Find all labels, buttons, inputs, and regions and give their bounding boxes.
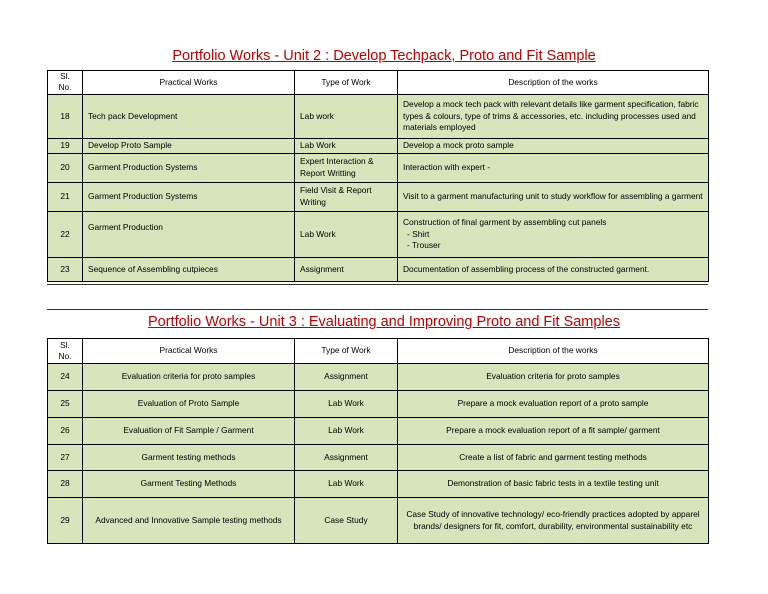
type-of-work-cell: Lab Work bbox=[295, 471, 398, 498]
table-row bbox=[48, 445, 709, 471]
sl-no-cell: 27 bbox=[48, 445, 83, 471]
description-cell: Create a list of fabric and garment testing methods bbox=[398, 445, 709, 471]
practical-work-cell: Evaluation of Proto Sample bbox=[83, 391, 295, 418]
type-of-work-cell: Expert Interaction & Report Writting bbox=[295, 153, 398, 182]
description-cell: Interaction with expert - bbox=[398, 153, 709, 182]
description-bullet: - Shirt bbox=[407, 228, 430, 239]
description-cell: Documentation of assembling process of the constructed garment. bbox=[398, 257, 709, 281]
sl-no-cell: 19 bbox=[48, 138, 83, 153]
description-cell: Develop a mock proto sample bbox=[398, 138, 709, 153]
sl-no-cell: 26 bbox=[48, 418, 83, 445]
sl-no-cell: 29 bbox=[48, 498, 83, 544]
header-sl-no: Sl. No. bbox=[48, 71, 83, 95]
table-header-row bbox=[48, 71, 709, 95]
practical-work-cell: Garment testing methods bbox=[83, 445, 295, 471]
practical-work-cell: Garment Production Systems bbox=[83, 182, 295, 211]
practical-work-cell: Garment Production bbox=[83, 211, 295, 257]
sl-no-cell: 20 bbox=[48, 153, 83, 182]
header-sl-no: Sl. No. bbox=[48, 339, 83, 364]
type-of-work-cell: Lab Work bbox=[295, 211, 398, 257]
table-row bbox=[48, 418, 709, 445]
type-of-work-cell: Assignment bbox=[295, 257, 398, 281]
practical-work-cell: Develop Proto Sample bbox=[83, 138, 295, 153]
table-row bbox=[48, 257, 709, 281]
header-practical-works: Practical Works bbox=[83, 71, 295, 95]
practical-work-cell: Sequence of Assembling cutpieces bbox=[83, 257, 295, 281]
table-row bbox=[48, 94, 709, 138]
description-cell: Visit to a garment manufacturing unit to study workflow for assembling a garment bbox=[398, 182, 709, 211]
header-type-of-work: Type of Work bbox=[295, 339, 398, 364]
table-row bbox=[48, 391, 709, 418]
description-cell: Case Study of innovative technology/ eco-friendly practices adopted by apparel brands/ designers for fit, comfort, durability, environmental sustainability etc bbox=[398, 498, 709, 544]
practical-work-cell: Garment Production Systems bbox=[83, 153, 295, 182]
divider bbox=[47, 309, 708, 310]
type-of-work-cell: Lab Work bbox=[295, 391, 398, 418]
description-text: Construction of final garment by assembling cut panels bbox=[403, 217, 607, 228]
sl-no-cell: 23 bbox=[48, 257, 83, 281]
divider bbox=[47, 284, 708, 285]
practical-work-cell: Evaluation criteria for proto samples bbox=[83, 364, 295, 391]
unit2-title: Portfolio Works - Unit 2 : Develop Techpack, Proto and Fit Sample bbox=[172, 48, 596, 64]
sl-no-cell: 24 bbox=[48, 364, 83, 391]
unit2-table bbox=[47, 70, 709, 282]
sl-no-cell: 18 bbox=[48, 94, 83, 138]
unit3-table bbox=[47, 338, 709, 544]
table-row bbox=[48, 138, 709, 153]
type-of-work-cell: Assignment bbox=[295, 445, 398, 471]
description-cell: Develop a mock tech pack with relevant details like garment specification, fabric types & colours, type of trims & accessories, etc. including processes used and materials employed bbox=[398, 94, 709, 138]
header-type-of-work: Type of Work bbox=[295, 71, 398, 95]
description-cell: Prepare a mock evaluation report of a fit sample/ garment bbox=[398, 418, 709, 445]
type-of-work-cell: Lab work bbox=[295, 94, 398, 138]
description-bullet: - Trouser bbox=[407, 239, 441, 250]
header-description: Description of the works bbox=[398, 71, 709, 95]
description-cell: Evaluation criteria for proto samples bbox=[398, 364, 709, 391]
sl-no-cell: 21 bbox=[48, 182, 83, 211]
type-of-work-cell: Lab Work bbox=[295, 138, 398, 153]
table-row bbox=[48, 211, 709, 257]
practical-work-cell: Evaluation of Fit Sample / Garment bbox=[83, 418, 295, 445]
type-of-work-cell: Field Visit & Report Writing bbox=[295, 182, 398, 211]
unit3-title: Portfolio Works - Unit 3 : Evaluating and Improving Proto and Fit Samples bbox=[147, 314, 620, 330]
table-row bbox=[48, 498, 709, 544]
type-of-work-cell: Lab Work bbox=[295, 418, 398, 445]
sl-no-cell: 22 bbox=[48, 211, 83, 257]
sl-no-cell: 25 bbox=[48, 391, 83, 418]
practical-work-cell: Advanced and Innovative Sample testing methods bbox=[83, 498, 295, 544]
type-of-work-cell: Assignment bbox=[295, 364, 398, 391]
description-cell: Prepare a mock evaluation report of a proto sample bbox=[398, 391, 709, 418]
practical-work-cell: Garment Testing Methods bbox=[83, 471, 295, 498]
table-row bbox=[48, 182, 709, 211]
header-description: Description of the works bbox=[398, 339, 709, 364]
type-of-work-cell: Case Study bbox=[295, 498, 398, 544]
description-cell bbox=[398, 211, 709, 257]
practical-work-cell: Tech pack Development bbox=[83, 94, 295, 138]
table-row bbox=[48, 364, 709, 391]
table-row bbox=[48, 153, 709, 182]
table-row bbox=[48, 471, 709, 498]
table-header-row bbox=[48, 339, 709, 364]
header-practical-works: Practical Works bbox=[83, 339, 295, 364]
sl-no-cell: 28 bbox=[48, 471, 83, 498]
description-cell: Demonstration of basic fabric tests in a textile testing unit bbox=[398, 471, 709, 498]
